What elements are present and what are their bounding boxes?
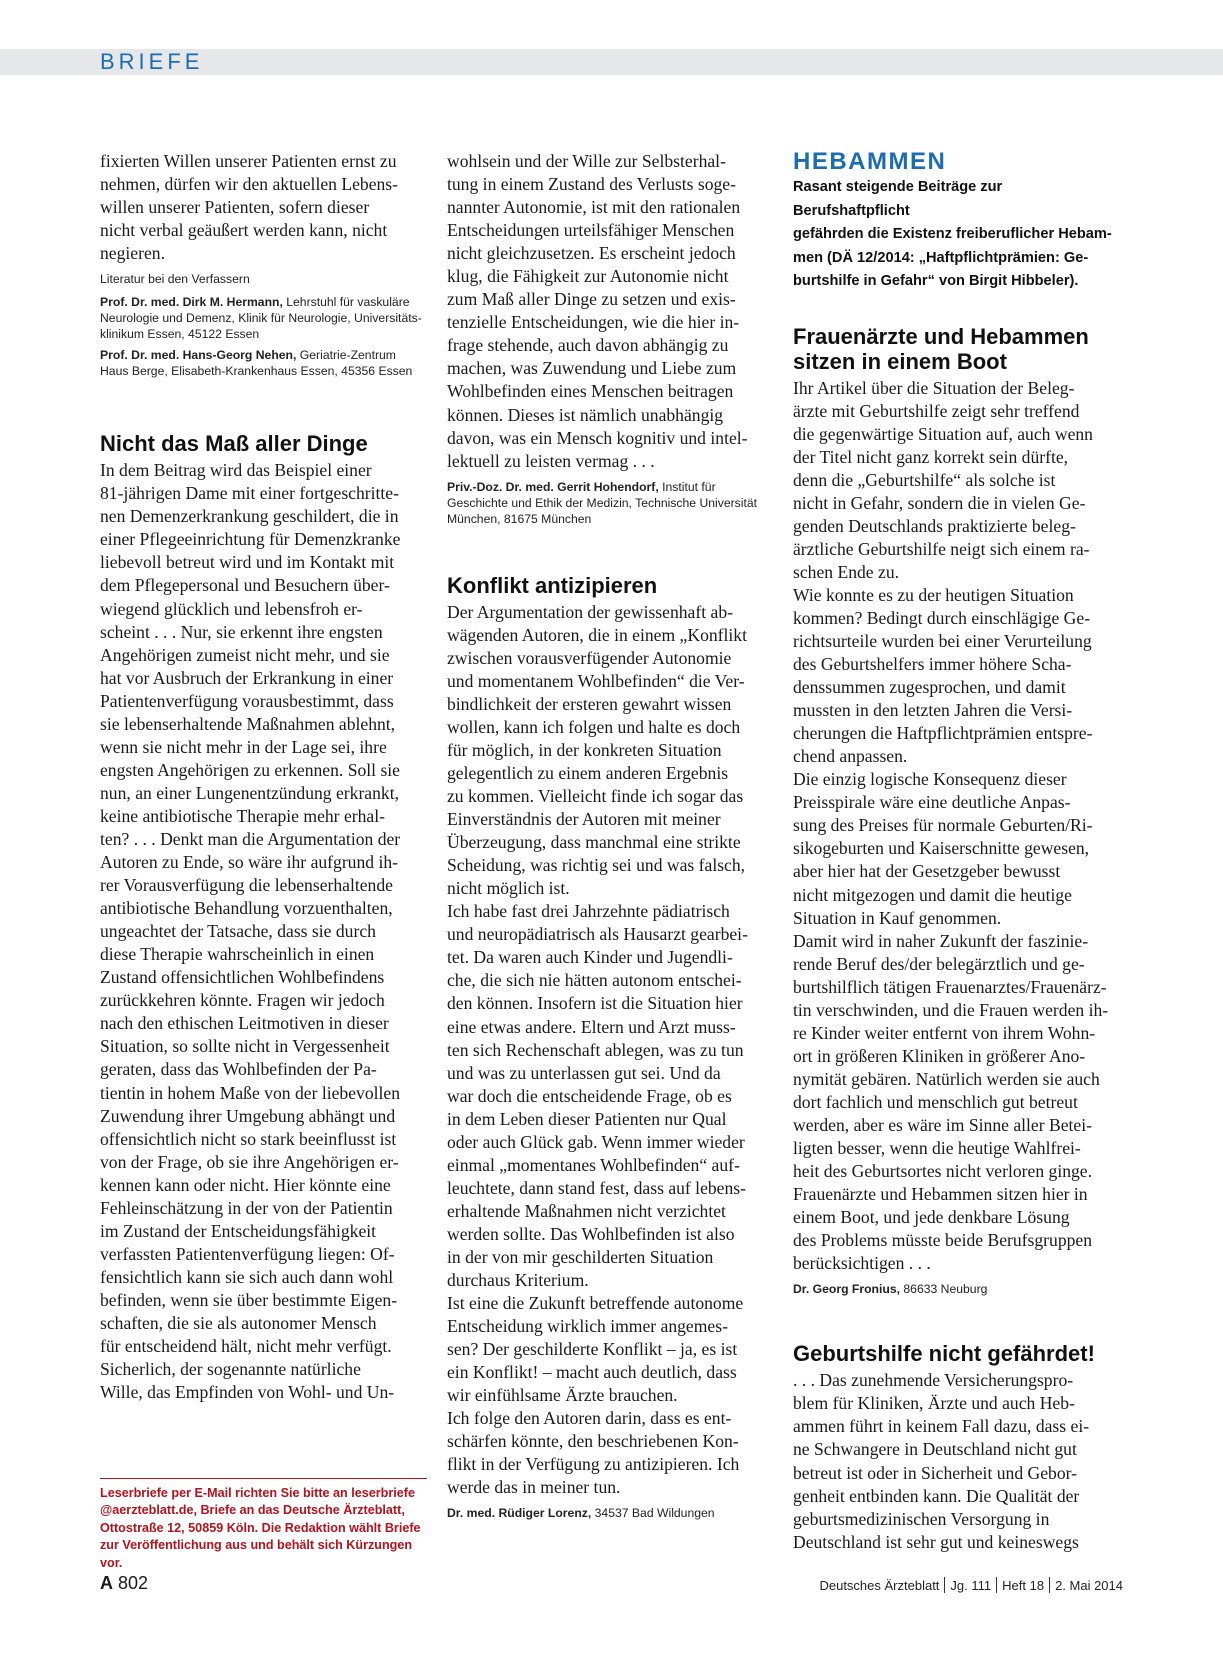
author-name: Priv.-Doz. Dr. med. Gerrit Hohendorf, <box>447 479 659 494</box>
body-paragraph: fixierten Willen unserer Patienten ernst zu nehmen, dürfen wir den aktuellen Lebens- willen unserer Patienten, sofern dieser nicht verbal geäußert werden kann, nicht negieren. <box>100 151 399 264</box>
body-paragraph: Ihr Artikel über die Situation der Beleg- ärzte mit Geburtshilfe zeigt sehr treffend die gegenwärtige Situation auf, auch wenn der Titel nicht ganz korrekt sein dürfte, denn die „Geburtshilfe“ als solche ist nicht in Gefahr, sondern die in vielen Ge- genden Deutschlands praktizierte beleg- ärztliche Geburtshilfe neigt sich einem ra- schen Ende zu. Wie konnte es zu der heutigen Situation kommen? Bedingt durch einschlägige Ge- richtsurteile wurden bei einer Verurteilung des Geburtshelfers immer höhere Scha- denssummen zugesprochen, und damit mussten in den letzten Jahren die Versi- cherungen die Haftpflichtprämien entspre- chend anpassen. Die einzig logische Konsequenz dieser Preisspirale wäre eine deutliche Anpas- sung des Preises für normale Geburten/Ri- sikogeburten und Kaiserschnitte gewesen, aber hier hat der Gesetzgeber bewusst nicht mitgezogen und damit die heutige Situation in Kauf genommen. Damit wird in naher Zukunft der faszinie- rende Beruf des/der belegärztlich und ge- burtshilflich tätigen Frauenarztes/Frauenärz- tin verschwinden, und die Frauen werden ih- re Kinder weiter entfernt von ihrem Wohn- ort in größeren Kliniken in größerer Ano- nymität gebären. Natürlich werden sie auch dort fachlich und menschlich gut betreut werden, aber es wäre im Sinne aller Betei- ligten besser, wenn die heutige Wahlfrei- heit des Geburtsortes nicht verloren ginge. Frauenärzte und Hebammen sitzen hier in einem Boot, und jede denkbare Lösung des Problems müsste beide Berufsgruppen berücksichtigen . . . <box>793 377 1109 1274</box>
body-paragraph: . . . Das zunehmende Versicherungspro- blem für Kliniken, Ärzte und auch Heb- ammen führt in keinem Fall dazu, dass ei- ne Schwangere in Deutschland nicht gut betreut ist oder in Sicherheit und Gebor- genheit entbinden kann. Die Qualität der geburtsmedizinischen Versorgung in Deutschland ist sehr gut und keineswegs <box>793 1370 1090 1552</box>
journal-title: Deutsches Ärzteblatt <box>819 1578 940 1593</box>
author-affiliation: 86633 Neuburg <box>900 1282 988 1297</box>
journal-info <box>819 1577 1123 1593</box>
article-headline: Frauenärzte und Hebammen sitzen in einem Boot <box>793 323 1089 374</box>
author-affiliation: Institut für Geschichte und Ethik der Medizin, Technische Universität München, 81675 München <box>447 479 758 526</box>
journal-date: 2. Mai 2014 <box>1055 1578 1123 1593</box>
author-affiliation: Geriatrie-Zentrum Haus Berge, Elisabeth-Krankenhaus Essen, 45356 Essen <box>100 348 413 379</box>
author-signature <box>447 1505 772 1521</box>
author-affiliation: Lehrstuhl für vaskuläre Neurologie und Demenz, Klinik für Neurologie, Universitäts- klinikum Essen, 45122 Essen <box>100 295 422 342</box>
notice-text: Leserbriefe per E-Mail richten Sie bitte an leserbriefe @aerzteblatt.de, Briefe an das Deutsche Ärzteblatt, Ottostraße 12, 50859 Köln. Die Redaktion wählt Briefe zur Veröffentlichung aus und behält sich Kürzungen vor. <box>100 1486 421 1570</box>
topic-rubric: HEBAMMEN <box>793 148 947 175</box>
separator <box>1049 1577 1050 1593</box>
topic-lead: Rasant steigende Beiträge zur Berufshaftpflicht gefährden die Existenz freiberuflicher Hebam- men (DÄ 12/2014: „Haftpflichtprämien: Ge- burtshilfe in Gefahr“ von Birgit Hibbeler). <box>793 179 1112 289</box>
page-number <box>100 1573 148 1594</box>
page-number-value: 802 <box>118 1573 149 1593</box>
article-headline: Konflikt antizipieren <box>447 572 658 598</box>
journal-volume: Jg. 111 <box>950 1578 992 1593</box>
column-1 <box>100 150 427 1404</box>
author-name: Dr. med. Rüdiger Lorenz, <box>447 1506 592 1521</box>
body-paragraph: Der Argumentation der gewissenhaft ab- wägenden Autoren, die in einem „Konflikt zwischen vorausverfügender Autonomie und momentanem Wohlbefinden“ die Ver- bindlichkeit der ersteren gewahrt wissen wollen, kann ich folgen und halte es doch für möglich, in der konkreten Situation gelegentlich zu einem anderen Ergebnis zu kommen. Vielleicht finde ich sogar das Einverständnis der Autoren mit meiner Überzeugung, dass manchmal eine strikte Scheidung, was richtig sei und was falsch, nicht möglich ist. Ich habe fast drei Jahrzehnte pädiatrisch und neuropädiatrisch als Hausarzt gearbei- tet. Da waren auch Kinder und Jugendli- che, die sich nie hätten autonom entschei- den können. Insofern ist die Situation hier eine etwas andere. Eltern und Arzt muss- ten sich Rechenschaft ablegen, was zu tun und was zu unterlassen gut sei. Und da war doch die entscheidende Frage, ob es in dem Leben dieser Patienten nur Qual oder auch Glück gab. Wenn immer wieder einmal „momentanes Wohlbefinden“ auf- leuchtete, dann stand fest, dass auf lebens- erhaltende Maßnahmen nicht verzichtet werden sollte. Das Wohlbefinden ist also in der von mir geschilderten Situation durchaus Kriterium. Ist eine die Zukunft betreffende autonome Entscheidung wirklich immer angemes- sen? Der geschilderte Konflikt – ja, es ist ein Konflikt! – macht auch deutlich, dass wir einfühlsame Ärzte brauchen. Ich folge den Autoren darin, dass es ent- schärfen könnte, den beschriebenen Kon- flikt in der Verfügung zu antizipieren. Ich werde das in meiner tun. <box>447 601 748 1498</box>
column-2 <box>447 150 772 1521</box>
column-3 <box>793 148 1123 1554</box>
author-signature <box>793 1281 1123 1297</box>
article-headline: Nicht das Maß aller Dinge <box>100 431 368 457</box>
page-letter: A <box>100 1573 113 1593</box>
author-name: Prof. Dr. med. Dirk M. Hermann, <box>100 295 283 310</box>
body-paragraph: wohlsein und der Wille zur Selbsterhal- tung in einem Zustand des Verlusts soge- nannter Autonomie, ist mit den rationalen Entscheidungen urteilsfähiger Menschen nicht gleichzusetzen. Es erscheint jedoch klug, die Fähigkeit zur Autonomie nicht zum Maß aller Dinge zu setzen und exis- tenzielle Entscheidungen, wie die hier in- frage stehende, auch davon abhängig zu machen, was Zuwendung und Liebe zum Wohlbefinden eines Menschen beitragen können. Dieses ist nämlich unabhängig davon, was ein Mensch kognitiv und intel- lektuell zu leisten vermag . . . <box>447 151 748 471</box>
reader-letters-notice <box>100 1478 427 1572</box>
author-name: Dr. Georg Fronius, <box>793 1282 900 1297</box>
author-signature <box>100 347 427 379</box>
separator <box>944 1577 945 1593</box>
journal-issue: Heft 18 <box>1002 1578 1045 1593</box>
author-name: Prof. Dr. med. Hans-Georg Nehen, <box>100 348 297 363</box>
author-affiliation: 34537 Bad Wildungen <box>591 1506 715 1521</box>
author-signature <box>447 479 772 527</box>
literature-note: Literatur bei den Verfassern <box>100 272 250 287</box>
body-paragraph: In dem Beitrag wird das Beispiel einer 81-jährigen Dame mit einer fortgeschritte- nen Demenzerkrankung geschildert, die in einer Pflegeeinrichtung für Demenzkranke liebevoll betreut wird und im Kontakt mit dem Pflegepersonal und Besuchern über- wiegend glücklich und lebensfroh er- scheint . . . Nur, sie erkennt ihre engsten Angehörigen zumeist nicht mehr, und sie hat vor Ausbruch der Erkrankung in einer Patientenverfügung vorausbestimmt, dass sie lebenserhaltende Maßnahmen ablehnt, wenn sie nicht mehr in der Lage sei, ihre engsten Angehörigen zu erkennen. Soll sie nun, an einer Lungenentzündung erkrankt, keine antibiotische Therapie mehr erhal- ten? . . . Denkt man die Argumentation der Autoren zu Ende, so wäre ihr aufgrund ih- rer Vorausverfügung die lebenserhaltende antibiotische Behandlung vorzuenthalten, ungeachtet der Tatsache, dass sie durch diese Therapie wahrscheinlich in einen Zustand offensichtlichen Wohlbefindens zurückkehren könnte. Fragen wir jedoch nach den ethischen Leitmotiven in dieser Situation, so sollte nicht in Vergessenheit geraten, dass das Wohlbefinden der Pa- tientin in hohem Maße von der liebevollen Zuwendung ihrer Umgebung abhängt und offensichtlich nicht so stark beeinflusst ist von der Frage, ob sie ihre Angehörigen er- kennen kann oder nicht. Hier könnte eine Fehleinschätzung in der von der Patientin im Zustand der Entscheidungsfähigkeit verfassten Patientenverfügung liegen: Of- fensichtlich kann sie sich auch dann wohl befinden, wenn sie über bestimmte Eigen- schaften, die sie als autonomer Mensch für entscheidend hält, nicht mehr verfügt. Sicherlich, der sogenannte natürliche Wille, das Empfinden von Wohl- und Un- <box>100 460 401 1403</box>
article-headline: Geburtshilfe nicht gefährdet! <box>793 1341 1095 1367</box>
section-label: BRIEFE <box>100 49 204 74</box>
separator <box>996 1577 997 1593</box>
author-signature <box>100 294 427 342</box>
